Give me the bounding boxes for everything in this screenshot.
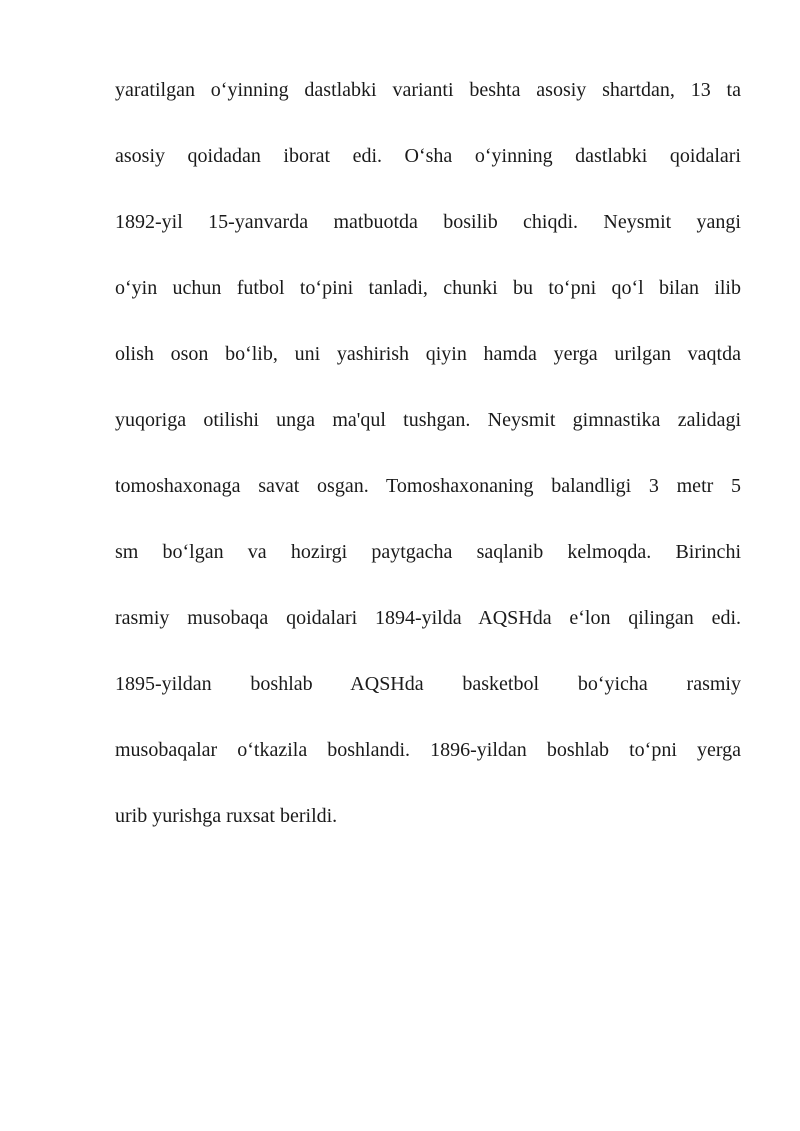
text-line-2: asosiy qoidadan iborat edi. O‘sha o‘yinning dastlabki qoidalari: [115, 145, 741, 167]
text-line-4: o‘yin uchun futbol to‘pini tanladi, chunki bu to‘pni qo‘l bilan ilib: [115, 277, 741, 299]
text-line-11: musobaqalar o‘tkazila boshlandi. 1896-yildan boshlab to‘pni yerga: [115, 739, 741, 761]
body-paragraph: [115, 68, 741, 860]
text-line-8: sm bo‘lgan va hozirgi paytgacha saqlanib kelmoqda. Birinchi: [115, 541, 741, 563]
text-line-7: tomoshaxonaga savat osgan. Tomoshaxonaning balandligi 3 metr 5: [115, 475, 741, 497]
text-line-12: urib yurishga ruxsat berildi.: [115, 805, 338, 827]
text-line-6: yuqoriga otilishi unga ma'qul tushgan. Neysmit gimnastika zalidagi: [115, 409, 741, 431]
text-line-1: yaratilgan o‘yinning dastlabki varianti beshta asosiy shartdan, 13 ta: [115, 79, 741, 101]
text-line-9: rasmiy musobaqa qoidalari 1894-yilda AQSHda e‘lon qilingan edi.: [115, 607, 741, 629]
text-line-3: 1892-yil 15-yanvarda matbuotda bosilib chiqdi. Neysmit yangi: [115, 211, 741, 233]
text-line-10: 1895-yildan boshlab AQSHda basketbol bo‘yicha rasmiy: [115, 673, 741, 695]
text-line-5: olish oson bo‘lib, uni yashirish qiyin hamda yerga urilgan vaqtda: [115, 343, 741, 365]
